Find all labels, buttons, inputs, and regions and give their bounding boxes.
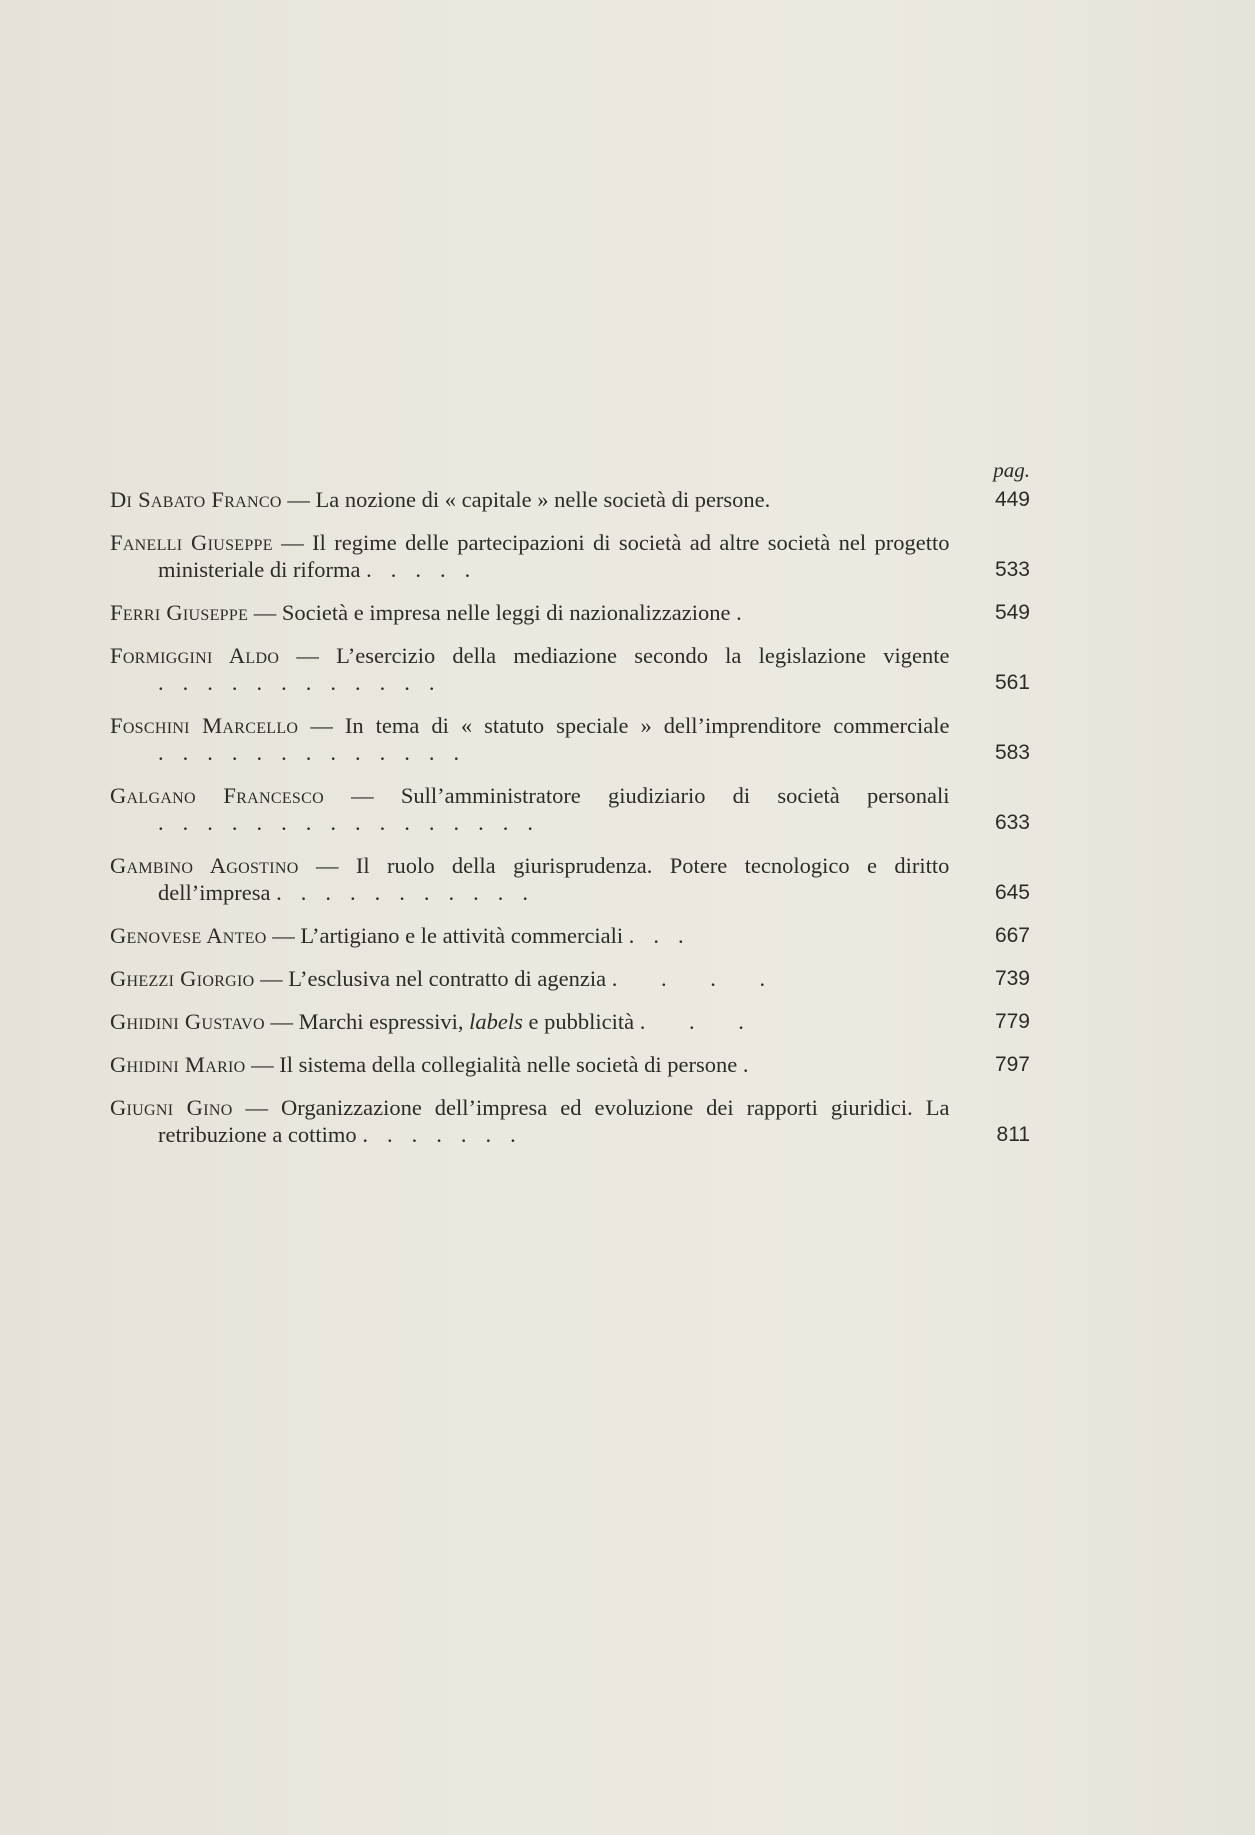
entry-page-number: 561 [994,671,1030,694]
entry-author: Foschini Marcello [110,713,299,738]
toc-entry [110,642,1030,696]
entry-title: Organizzazione dell’impresa ed evoluzione dei rapporti giuridici. La retribuzione a cottimo [158,1095,950,1147]
entry-title: Sull’amministratore giudiziario di società personali [400,783,950,808]
entry-title-part: e pubblicità [522,1009,635,1034]
entry-text [110,642,949,696]
toc-entry [110,486,1030,513]
entry-page-number: 779 [994,1010,1030,1033]
entry-title-italic: labels [469,1009,523,1034]
entry-title: L’esclusiva nel contratto di agenzia [288,966,607,991]
entry-title-part: Marchi espressivi, [298,1009,470,1034]
entry-text [110,1051,949,1078]
entry-text [110,1094,949,1148]
entry-title: La nozione di « capitale » nelle società di persone. [315,487,771,512]
dot-leaders: ................ [158,810,552,835]
page-column-header: pag. [993,458,1030,482]
entry-page-number: 633 [994,811,1030,834]
entry-dash: — [251,1052,274,1077]
entry-author: Gambino Agostino [110,853,299,878]
entry-page-number: 549 [994,601,1030,624]
dot-leaders: ... [628,923,703,948]
entry-dash: — [310,713,333,738]
entry-page-number: 667 [994,924,1030,947]
entry-title: Il sistema della collegialità nelle società di persone . [279,1052,749,1077]
dot-leaders: ....... [362,1122,535,1147]
entry-dash: — [245,1095,269,1120]
dot-leaders: . . . . [611,966,785,991]
entry-author: Ferri Giuseppe [110,600,249,625]
entry-dash: — [296,643,319,668]
toc-entry [110,712,1030,766]
entry-title: In tema di « statuto speciale » dell’imprenditore commerciale [344,713,950,738]
table-of-contents [110,458,1030,1164]
entry-text [110,1008,949,1035]
dot-leaders: ..... [366,557,490,582]
entry-text [110,599,949,626]
dot-leaders: ............ [158,670,454,695]
entry-author: Genovese Anteo [110,923,267,948]
entry-page-number: 739 [994,967,1030,990]
toc-entry [110,965,1030,992]
entry-title: L’esercizio della mediazione secondo la legislazione vigente [336,643,950,668]
entry-title: L’artigiano e le attività commerciali [300,923,624,948]
entry-dash: — [315,853,339,878]
dot-leaders: . . . [639,1009,763,1034]
entry-author: Di Sabato Franco [110,487,282,512]
entry-dash: — [270,1009,293,1034]
toc-entry [110,1008,1030,1035]
toc-entry [110,782,1030,836]
entry-page-number: 811 [996,1123,1030,1146]
entry-text [110,965,949,992]
entry-dash: — [281,530,304,555]
entry-text [110,852,949,906]
entry-author: Giugni Gino [110,1095,233,1120]
dot-leaders: ............. [158,740,479,765]
entry-title: Il ruolo della giurisprudenza. Potere tecnologico e diritto dell’impresa [158,853,950,905]
entry-dash: — [260,966,283,991]
toc-entry [110,529,1030,583]
entry-author: Ghezzi Giorgio [110,966,255,991]
toc-entry [110,852,1030,906]
entry-page-number: 583 [994,741,1030,764]
entry-title: Società e impresa nelle leggi di nazionalizzazione . [281,600,742,625]
entry-author: Galgano Francesco [110,783,324,808]
toc-entry [110,1051,1030,1078]
entry-page-number: 797 [994,1053,1030,1076]
entry-author: Ghidini Gustavo [110,1009,265,1034]
entry-author: Fanelli Giuseppe [110,530,273,555]
entry-text [110,486,949,513]
entry-text [110,782,949,836]
entry-page-number: 533 [994,558,1030,581]
toc-entry [110,1094,1030,1148]
entry-text [110,712,949,766]
entry-text [110,529,949,583]
entry-dash: — [272,923,295,948]
entry-page-number: 449 [994,488,1030,511]
entry-author: Ghidini Mario [110,1052,246,1077]
entry-page-number: 645 [994,881,1030,904]
entry-dash: — [287,487,310,512]
entry-dash: — [253,600,277,625]
entry-title: Il regime delle partecipazioni di società ad altre società nel progetto ministeriale di riforma [158,530,950,582]
entry-text [110,922,949,949]
toc-entry [110,599,1030,626]
entry-author: Formiggini Aldo [110,643,280,668]
entry-dash: — [351,783,374,808]
toc-entry [110,922,1030,949]
dot-leaders: ........... [276,880,547,905]
